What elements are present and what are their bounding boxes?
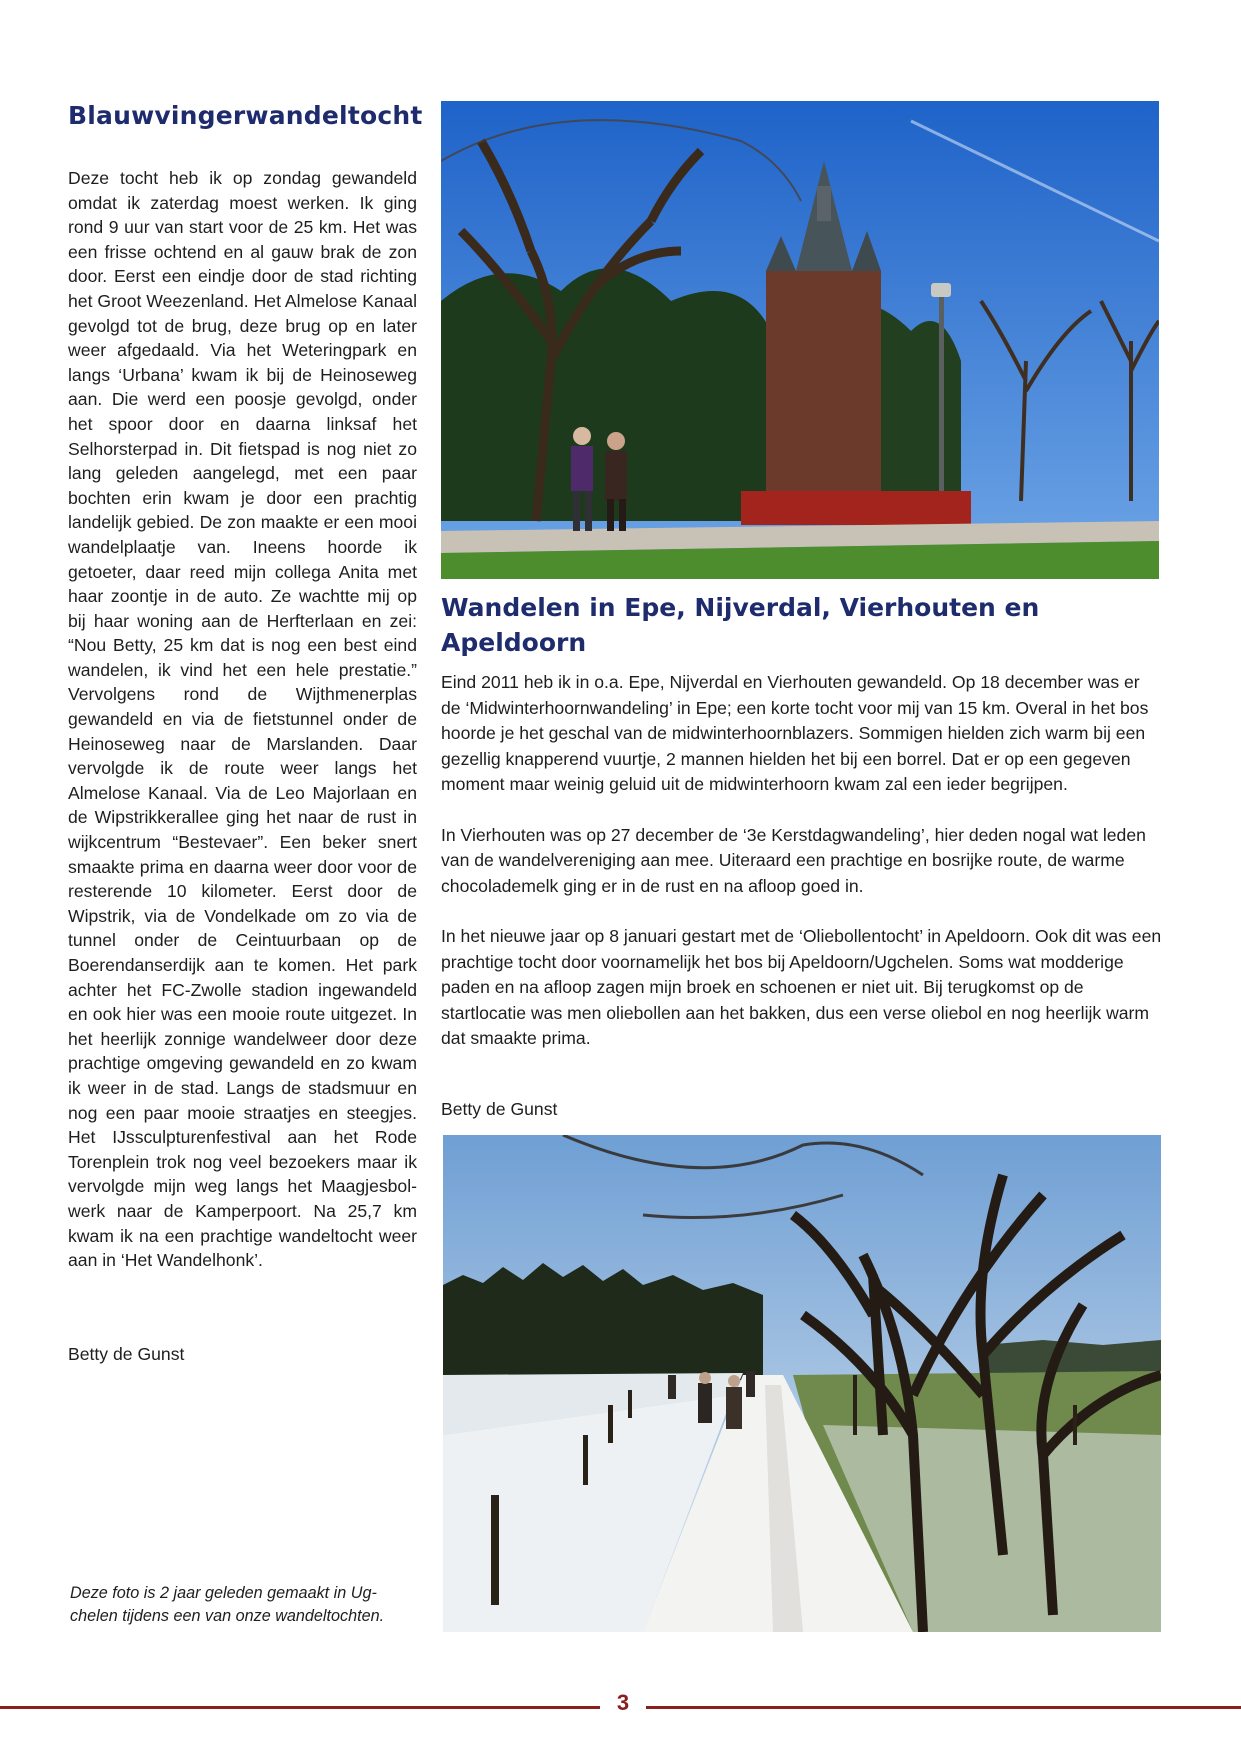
article-body-blauwvinger: Deze tocht heb ik op zondag gewandeld omdat ik zaterdag moest werken. Ik ging rond 9 uur van start voor de 25 km. Het was een frisse ochtend en al gauw brak de zon door. Eerst een eindje door de stad richting het Groot Weezenland. Het Almelose Kanaal gevolgd tot de brug, deze brug op en later weer afgedaald. Via het Weteringpark en langs ‘Urbana’ kwam ik bij de Heinoseweg aan. Die werd een poosje gevolgd, onder het spoor door en daarna linksaf het Selhorsterpad in. Dit fietspad is nog niet zo lang geleden aangelegd, met een paar bochten erin kwam je door een prachtig landelijk gebied. De zon maakte er een mooi wandelplaatje van. Ineens hoorde ik getoeter, daar reed mijn collega Anita met haar zoontje in de auto. Ze wachtte mij op bij haar woning aan de Herfterlaan en zei: “Nou Betty, 25 km dat is nog een best eind wandelen, ik vind het een hele prestatie.” Vervolgens rond de Wijthmenerplas gewandeld en via de fietstunnel onder de Heinoseweg naar de Marslanden. Daar vervolgde ik de route weer langs het Almelose Kanaal. Via de Leo Majorlaan en de Wipstrikkerallee ging het naar de rust in wijkcentrum “Bestevaer”. Een beker snert smaakte prima en daarna weer door voor de resterende 10 kilometer. Eerst door de Wipstrik, via de Vondelkade om zo via de tunnel onder de Ceintuurbaan op de Boerendanserdijk aan te komen. Het park achter het FC-Zwolle stadion ingewandeld en ook hier was een mooie route uitgezet. In het heerlijk zonnige wandelweer door deze prachtige omgeving gewandeld en zo kwam ik weer in de stad. Langs de stadsmuur en nog een paar mooie straatjes en steegjes. Het IJssculpturenfestival aan het Rode Torenplein trok nog veel bezoekers maar ik vervolgde mijn weg langs het Maagjesbolwerk naar de Kamperpoort. Na 25,7 km kwam ik na een prachtige wandeltocht weer aan in ‘Het Wandelhonk’. bbox=[68, 168, 417, 1271]
page-number: 3 bbox=[616, 1690, 630, 1715]
paragraph: In het nieuwe jaar op 8 januari gestart met de ‘Oliebollentocht’ in Apeldoorn. Ook dit was een prachtige tocht door voornamelijk het bos bij Apeldoorn/Ugchelen. Soms wat modderige paden en na afloop zagen mijn broek en schoenen er niet uit. Bij terugkomst op de startlocatie was men oliebollen aan het bakken, dus een verse oliebol en nog heerlijk warm dat smaakte prima. bbox=[441, 926, 1162, 1048]
paragraph: In Vierhouten was op 27 december de ‘3e Kerstdagwandeling’, hier deden nogal wat leden van de wandelvereniging aan mee. Uiteraard een prachtige en bosrijke route, de warme chocolademelk ging er in de rust en na afloop goed in. bbox=[441, 824, 1146, 896]
footer-rule bbox=[646, 1706, 1241, 1709]
article-title-epe: Wandelen in Epe, Nijverdal, Vierhouten en Apeldoorn bbox=[441, 593, 1040, 657]
article-title-blauwvinger: Blauwvingerwandeltocht bbox=[68, 101, 423, 130]
footer-rule bbox=[0, 1706, 600, 1709]
author-signature: Betty de Gunst bbox=[68, 1344, 185, 1364]
photo-snowy-lane bbox=[443, 1135, 1161, 1632]
article-body-epe bbox=[441, 670, 1163, 1077]
photo-church-park bbox=[441, 101, 1159, 579]
author-signature: Betty de Gunst bbox=[441, 1099, 558, 1119]
paragraph: Eind 2011 heb ik in o.a. Epe, Nijverdal en Vierhouten gewandeld. Op 18 december was er de ‘Midwinterhoornwandeling’ in Epe; een korte tocht voor mij van 15 km. Overal in het bos hoorde je het geschal van de midwinterhoornblazers. Sommigen hielden zich warm bij een gezellig knapperend vuurtje, 2 mannen hielden het bij een borrel. Dat er op een gegeven moment maar weinig geluid uit de midwinterhoorn kwam zal een ieder begrijpen. bbox=[441, 672, 1149, 794]
photo-caption: Deze foto is 2 jaar geleden gemaakt in Ugchelen tijdens een van onze wandeltochten. bbox=[70, 1584, 385, 1625]
